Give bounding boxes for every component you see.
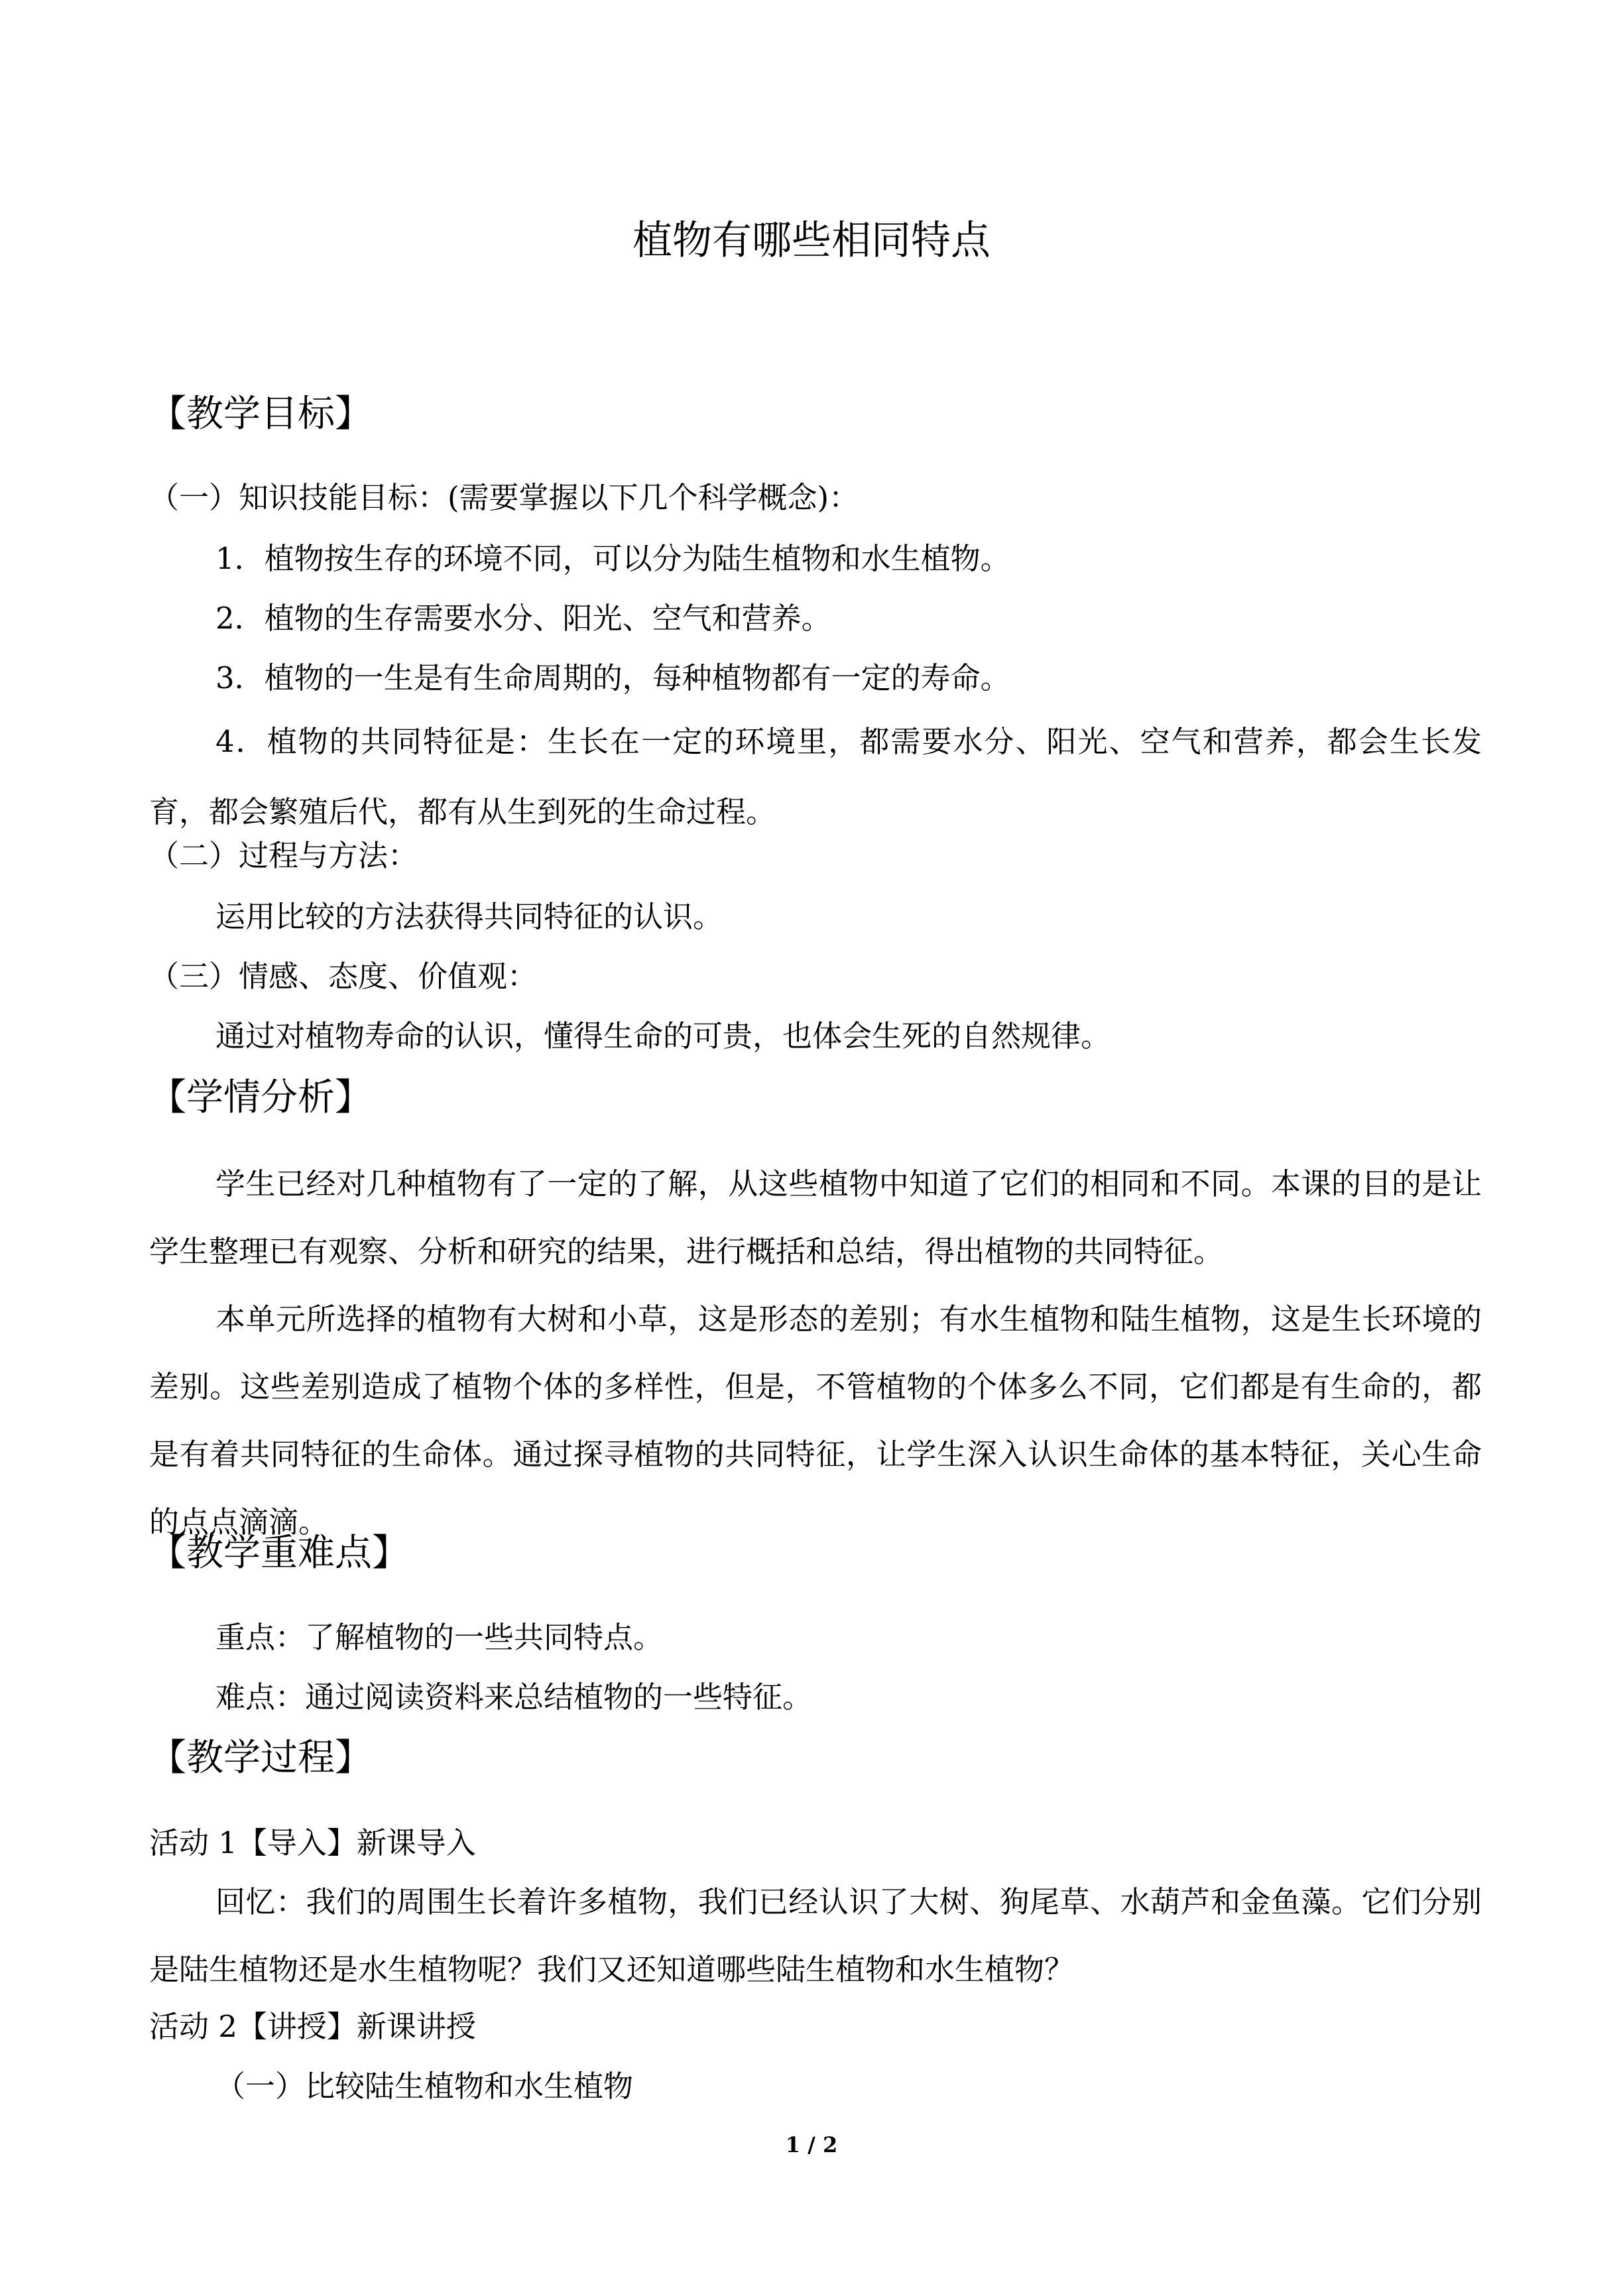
page-title: 植物有哪些相同特点 <box>632 217 991 264</box>
activity-1-title: 活动 1【导入】新课导入 <box>149 1825 476 1860</box>
section-heading-analysis: 【学情分析】 <box>149 1076 372 1119</box>
objectives-item-1: 1．植物按生存的环境不同，可以分为陆生植物和水生植物。 <box>215 541 1010 576</box>
section-heading-key-points: 【教学重难点】 <box>149 1532 409 1575</box>
activity-2-title: 活动 2【讲授】新课讲授 <box>149 2009 476 2044</box>
activity-1-text: 回忆：我们的周围生长着许多植物，我们已经认识了大树、狗尾草、水葫芦和金鱼藻。它们分别是陆生植物还是水生植物呢？我们又还知道哪些陆生植物和水生植物？ <box>149 1884 1482 1987</box>
objectives-item-3: 3．植物的一生是有生命周期的，每种植物都有一定的寿命。 <box>215 660 1010 695</box>
analysis-paragraph-2: 本单元所选择的植物有大树和小草，这是形态的差别；有水生植物和陆生植物，这是生长环境的差别。这些差别造成了植物个体的多样性，但是，不管植物的个体多么不同，它们都是有生命的，都是有着共同特征的生命体。通过探寻植物的共同特征，让学生深入认识生命体的基本特征，关心生命的点点滴滴。 <box>149 1301 1482 1540</box>
section-heading-process: 【教学过程】 <box>149 1736 372 1780</box>
activity-2-subheading: （一）比较陆生植物和水生植物 <box>215 2069 634 2104</box>
analysis-paragraph-1: 学生已经对几种植物有了一定的了解，从这些植物中知道了它们的相同和不同。本课的目的是让学生整理已有观察、分析和研究的结果，进行概括和总结，得出植物的共同特征。 <box>149 1166 1482 1269</box>
key-points-difficulty: 难点：通过阅读资料来总结植物的一些特征。 <box>215 1679 813 1715</box>
key-points-focus: 重点：了解植物的一些共同特点。 <box>215 1620 664 1655</box>
objectives-item-4: 4．植物的共同特征是：生长在一定的环境里，都需要水分、阳光、空气和营养，都会生长发育，都会繁殖后代，都有从生到死的生命过程。 <box>149 724 1482 829</box>
section-heading-objectives: 【教学目标】 <box>149 393 372 436</box>
objectives-sub3-text: 通过对植物寿命的认识，懂得生命的可贵，也体会生死的自然规律。 <box>215 1018 1111 1054</box>
objectives-sub1-heading: （一）知识技能目标：(需要掌握以下几个科学概念)： <box>149 480 859 515</box>
objectives-sub2-text: 运用比较的方法获得共同特征的认识。 <box>215 899 723 934</box>
objectives-sub2-heading: （二）过程与方法： <box>149 838 418 873</box>
page-number: 1 / 2 <box>785 2132 838 2157</box>
objectives-sub3-heading: （三）情感、态度、价值观： <box>149 959 538 994</box>
objectives-item-2: 2．植物的生存需要水分、阳光、空气和营养。 <box>215 601 831 636</box>
